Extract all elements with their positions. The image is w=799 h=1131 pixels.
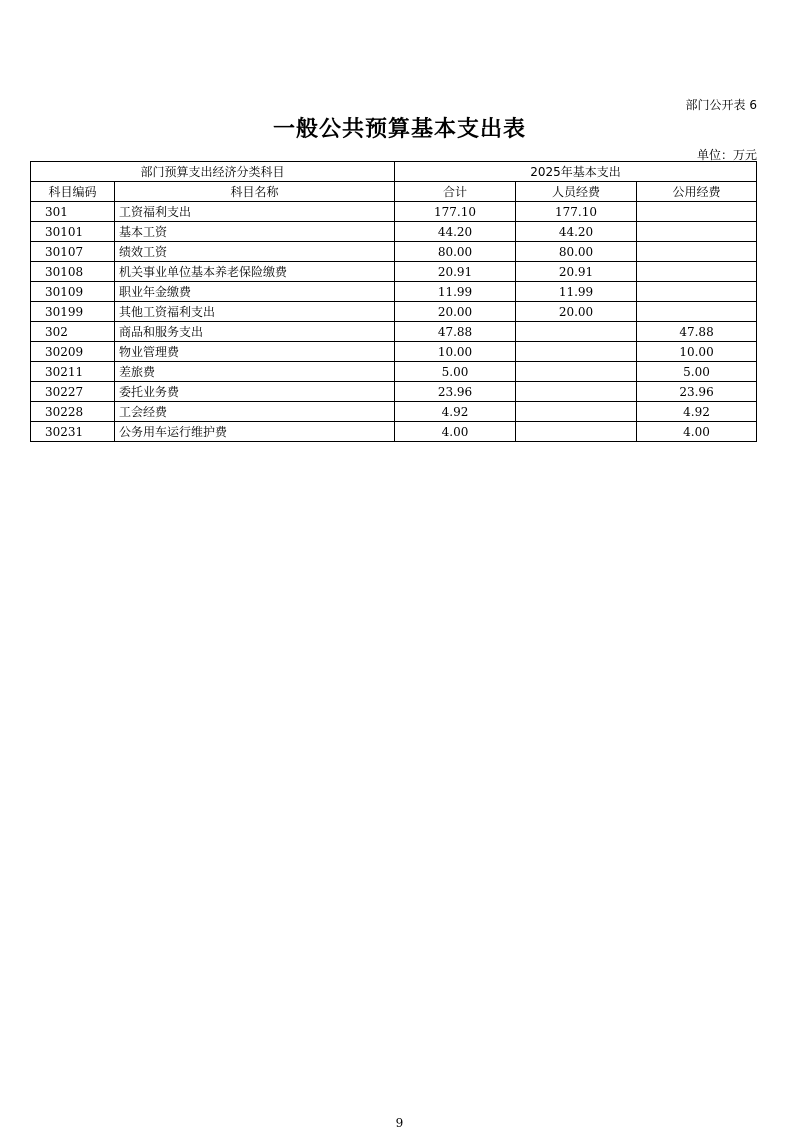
cell-name: 绩效工资 bbox=[115, 242, 395, 262]
cell-total: 44.20 bbox=[395, 222, 516, 242]
cell-personnel: 20.00 bbox=[516, 302, 637, 322]
table-number-label: 部门公开表 6 bbox=[685, 98, 757, 112]
cell-code: 30211 bbox=[31, 362, 115, 382]
table-row bbox=[31, 342, 757, 362]
group-header-row bbox=[31, 162, 757, 182]
cell-public: 47.88 bbox=[637, 322, 757, 342]
cell-total: 20.00 bbox=[395, 302, 516, 322]
group-header-classification: 部门预算支出经济分类科目 bbox=[31, 162, 395, 182]
cell-personnel bbox=[516, 322, 637, 342]
cell-code: 30108 bbox=[31, 262, 115, 282]
cell-code: 301 bbox=[31, 202, 115, 222]
cell-public: 10.00 bbox=[637, 342, 757, 362]
cell-name: 物业管理费 bbox=[115, 342, 395, 362]
cell-total: 20.91 bbox=[395, 262, 516, 282]
table-row bbox=[31, 222, 757, 242]
cell-personnel bbox=[516, 382, 637, 402]
cell-total: 47.88 bbox=[395, 322, 516, 342]
cell-code: 30101 bbox=[31, 222, 115, 242]
cell-public bbox=[637, 262, 757, 282]
cell-personnel: 20.91 bbox=[516, 262, 637, 282]
cell-personnel: 44.20 bbox=[516, 222, 637, 242]
cell-personnel bbox=[516, 422, 637, 442]
table-row bbox=[31, 422, 757, 442]
cell-name: 委托业务费 bbox=[115, 382, 395, 402]
cell-code: 30107 bbox=[31, 242, 115, 262]
cell-public bbox=[637, 302, 757, 322]
cell-total: 4.00 bbox=[395, 422, 516, 442]
cell-personnel: 80.00 bbox=[516, 242, 637, 262]
cell-name: 商品和服务支出 bbox=[115, 322, 395, 342]
table-row bbox=[31, 262, 757, 282]
table-row bbox=[31, 362, 757, 382]
cell-personnel bbox=[516, 362, 637, 382]
column-header-code: 科目编码 bbox=[31, 182, 115, 202]
cell-public bbox=[637, 222, 757, 242]
cell-total: 23.96 bbox=[395, 382, 516, 402]
cell-total: 11.99 bbox=[395, 282, 516, 302]
table-body bbox=[31, 202, 757, 442]
cell-public: 4.92 bbox=[637, 402, 757, 422]
cell-name: 机关事业单位基本养老保险缴费 bbox=[115, 262, 395, 282]
cell-code: 30231 bbox=[31, 422, 115, 442]
cell-code: 30228 bbox=[31, 402, 115, 422]
column-header-personnel: 人员经费 bbox=[516, 182, 637, 202]
table-row bbox=[31, 402, 757, 422]
cell-personnel bbox=[516, 342, 637, 362]
cell-name: 公务用车运行维护费 bbox=[115, 422, 395, 442]
cell-public: 4.00 bbox=[637, 422, 757, 442]
budget-table bbox=[30, 161, 757, 442]
cell-public: 23.96 bbox=[637, 382, 757, 402]
table-row bbox=[31, 202, 757, 222]
cell-total: 10.00 bbox=[395, 342, 516, 362]
column-header-row bbox=[31, 182, 757, 202]
cell-personnel: 11.99 bbox=[516, 282, 637, 302]
cell-public bbox=[637, 202, 757, 222]
cell-public: 5.00 bbox=[637, 362, 757, 382]
cell-public bbox=[637, 282, 757, 302]
cell-code: 302 bbox=[31, 322, 115, 342]
table-row bbox=[31, 242, 757, 262]
cell-name: 基本工资 bbox=[115, 222, 395, 242]
table-row bbox=[31, 322, 757, 342]
column-header-total: 合计 bbox=[395, 182, 516, 202]
page-number: 9 bbox=[395, 1116, 404, 1130]
cell-total: 5.00 bbox=[395, 362, 516, 382]
cell-code: 30209 bbox=[31, 342, 115, 362]
table-row bbox=[31, 282, 757, 302]
group-header-basic-expenditure: 2025年基本支出 bbox=[395, 162, 757, 182]
cell-personnel: 177.10 bbox=[516, 202, 637, 222]
column-header-public: 公用经费 bbox=[637, 182, 757, 202]
table-row bbox=[31, 302, 757, 322]
cell-name: 职业年金缴费 bbox=[115, 282, 395, 302]
unit-label: 单位：万元 bbox=[696, 148, 757, 162]
page-title: 一般公共预算基本支出表 bbox=[272, 116, 526, 142]
cell-total: 80.00 bbox=[395, 242, 516, 262]
cell-name: 工资福利支出 bbox=[115, 202, 395, 222]
column-header-name: 科目名称 bbox=[115, 182, 395, 202]
cell-code: 30109 bbox=[31, 282, 115, 302]
cell-personnel bbox=[516, 402, 637, 422]
cell-total: 4.92 bbox=[395, 402, 516, 422]
cell-code: 30199 bbox=[31, 302, 115, 322]
cell-name: 其他工资福利支出 bbox=[115, 302, 395, 322]
cell-public bbox=[637, 242, 757, 262]
cell-name: 工会经费 bbox=[115, 402, 395, 422]
cell-total: 177.10 bbox=[395, 202, 516, 222]
cell-code: 30227 bbox=[31, 382, 115, 402]
cell-name: 差旅费 bbox=[115, 362, 395, 382]
table-row bbox=[31, 382, 757, 402]
